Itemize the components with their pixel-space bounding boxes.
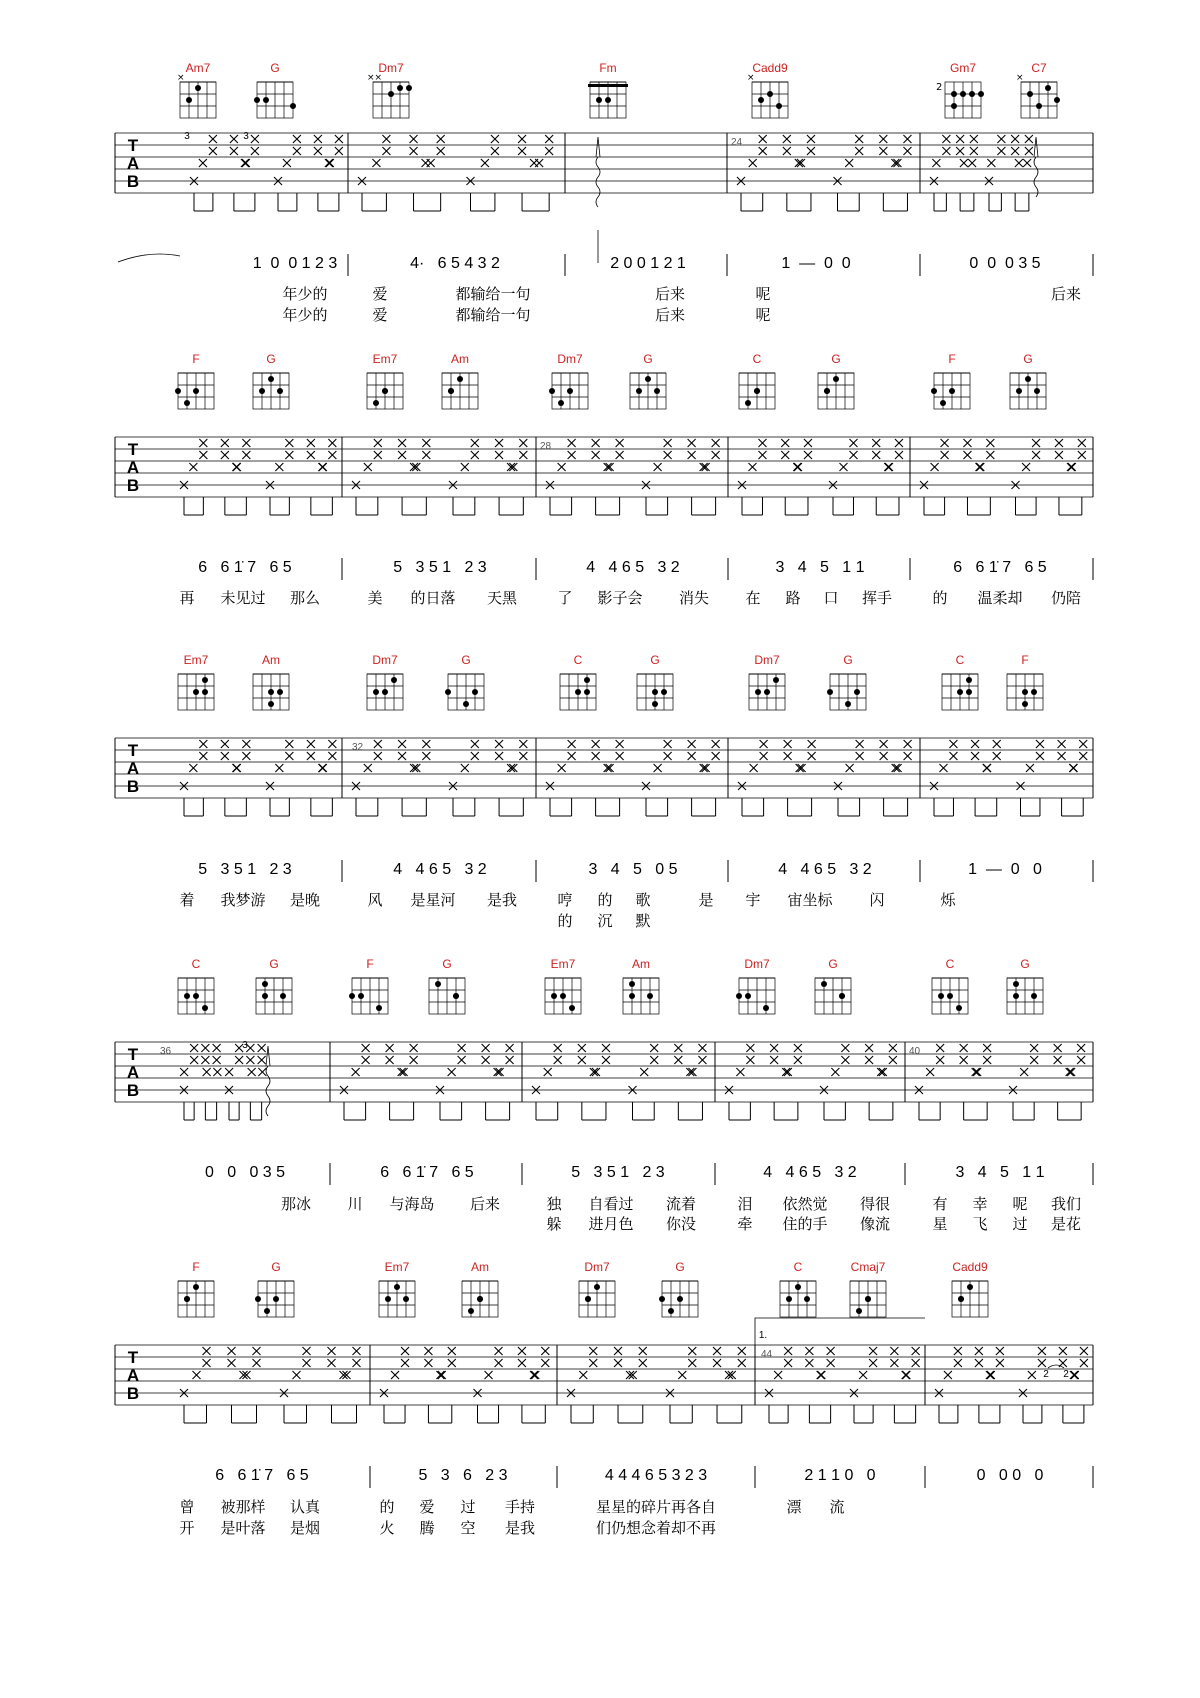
svg-text:3: 3 [243,131,249,142]
lyric: 的 [379,1498,395,1516]
tab-clef-b: B [126,476,140,495]
system-3 [115,653,1093,930]
tab-clef-b: B [126,1384,140,1403]
tab-notes [180,439,1086,515]
lyric: 影子会 [597,589,643,607]
chord-name: Dm7 [754,653,780,667]
chord-name: C [191,957,201,971]
notation-measure: 5 3 5 1 2 3 [393,559,487,576]
lyric: 路 [785,589,801,607]
tab-notes [180,1044,1085,1120]
chord-diagram [952,1260,988,1317]
lyric: 是烟 [289,1519,321,1537]
tie-fret-number: 2 [1043,1369,1049,1380]
tab-staff [115,437,1093,497]
chord-name: G [650,653,660,667]
lyric: 天黑 [486,589,518,607]
lyric: 闪 [869,891,885,909]
chord-name: G [831,352,841,366]
system-5 [115,1260,1093,1537]
lyric: 在 [745,589,761,607]
volta-label: 1. [758,1330,768,1341]
tab-staff [115,1318,1093,1405]
chord-name: Cmaj7 [850,1260,886,1274]
system-1 [115,61,1093,324]
chord-diagram [659,1260,698,1317]
chord-name: G [1020,957,1030,971]
notation-line [198,860,1093,882]
chord-name: G [828,957,838,971]
lyric: 漂 [786,1498,802,1516]
lyric: 着 [179,891,195,909]
tab-clef-b: B [126,1081,140,1100]
notation-measure: 3 4 5 0 5 [588,861,678,878]
lyric: 有 [932,1195,948,1213]
chord-name: G [269,957,279,971]
lyric: 泪 [737,1195,753,1213]
tab-clef-a: A [126,759,140,778]
svg-text:2: 2 [936,82,943,93]
lyric: 幸 [972,1195,988,1213]
notation-measure: 1 0 0 1 2 3 [252,255,338,272]
svg-text:3: 3 [184,131,190,142]
chord-diagram [560,653,596,710]
lyric: 风 [367,891,383,909]
lyric: 过 [1012,1215,1028,1233]
lyric: 腾 [419,1519,435,1537]
lyric: 们仍想念着却不再 [595,1519,717,1537]
lyric: 消失 [678,589,710,607]
lyric: 星星的碎片再各自 [595,1498,717,1516]
chord-diagram [367,653,403,710]
notation-measure: 3 4 5 1 1 [775,559,865,576]
tab-clef-a: A [126,458,140,477]
chord-name: Cadd9 [952,1260,988,1274]
chord-name: C [955,653,965,667]
lyric: 川 [347,1195,363,1213]
chord-diagram [931,352,970,409]
chord-diagram [936,61,984,118]
notation-measure: 2 1 1 0 0 [804,1467,876,1484]
tab-clef-b: B [126,172,140,191]
lyrics-line-2 [282,306,770,324]
tab-clef-a: A [126,154,140,173]
chord-name: Em7 [550,957,576,971]
chord-diagram [637,653,673,710]
lyric: 星 [932,1215,948,1233]
chord-diagram [815,957,851,1014]
lyric: 爱 [372,285,388,303]
notation-measure: 6 6 1̇ 7 6 5 [215,1467,309,1484]
chord-name: Dm7 [378,61,404,75]
lyric: 后来 [469,1195,501,1213]
svg-text:××: ×× [367,73,383,83]
lyric: 年少的 [282,285,328,303]
chord-diagram [256,957,292,1014]
lyric: 的 [597,891,613,909]
lyric: 都输给一句 [455,306,531,324]
notation-measure: 0 0 0 3 5 [969,255,1041,272]
notation-measure: 6 6 1̇ 7 6 5 [198,559,292,576]
tab-clef-a: A [126,1063,140,1082]
notation-measure: 5 3 5 1 2 3 [571,1164,665,1181]
lyric: 认真 [289,1498,321,1516]
notation-line [198,558,1093,580]
chord-diagram [827,653,866,710]
lyric: 爱 [372,306,388,324]
lyric: 再 [179,589,195,607]
chord-diagram [549,352,588,409]
svg-text:×: × [747,73,755,83]
lyric: 美 [367,589,383,607]
lyric: 歌 [635,891,651,909]
lyric: 曾 [179,1498,195,1516]
chord-name: Dm7 [744,957,770,971]
lyric: 是我 [504,1519,536,1537]
chord-diagram [780,1260,816,1317]
chord-name: G [843,653,853,667]
measure-number: 40 [909,1046,921,1057]
chord-diagram [1016,61,1060,118]
measure-number: 28 [540,441,552,452]
notation-measure: 4 4 4 6 5 3 2 3 [604,1467,708,1484]
chord-diagram [253,352,289,409]
lyric: 哼 [557,891,573,909]
chord-diagram-row [178,957,1043,1014]
lyric: 过 [460,1498,476,1516]
chord-name: G [675,1260,685,1274]
chord-diagram [545,957,581,1014]
chord-name: Gm7 [949,61,977,75]
svg-text:×: × [177,73,185,83]
tab-clef-t: T [127,1348,139,1367]
notation-measure: 1 — 0 0 [781,255,851,272]
chord-diagram [175,352,214,409]
lyric: 都输给一句 [455,285,531,303]
system-2 [115,352,1093,607]
chord-diagram [429,957,465,1014]
notation-measure: 2 0 0 1 2 1 [610,255,686,272]
notation-measure: 5 3 5 1 2 3 [198,861,292,878]
notation-measure: 6 6 1̇ 7 6 5 [380,1164,474,1181]
chord-diagram [367,61,412,118]
chord-name: Am7 [185,61,211,75]
lyric: 住的手 [782,1215,828,1233]
lyric: 你没 [665,1215,697,1233]
svg-text:×: × [1016,73,1024,83]
chord-diagram-row [175,352,1046,409]
chord-name: C [793,1260,803,1274]
lyric: 是晚 [289,891,321,909]
lyrics-lines [179,1498,844,1537]
lyric: 牵 [737,1215,753,1233]
lyric: 自看过 [588,1195,634,1213]
lyric: 那么 [289,589,321,607]
chord-diagram [254,61,296,118]
chord-name: F [366,957,374,971]
lyric: 流着 [665,1195,697,1213]
chord-diagram [1007,957,1043,1014]
lyric: 呢 [755,306,771,324]
tab-clef-t: T [127,741,139,760]
chord-name: G [271,1260,281,1274]
lyric: 后来 [1050,285,1082,303]
notation-line [205,1163,1093,1185]
notation-measure: 0 0 0 3 5 [204,1164,286,1181]
chord-name: Dm7 [584,1260,610,1274]
lyric: 像流 [859,1215,891,1233]
tab-clef-b: B [126,777,140,796]
chord-diagram [932,957,968,1014]
lyric: 烁 [940,891,956,909]
chord-diagram [623,957,659,1014]
chord-name: G [442,957,452,971]
lyrics-lines [281,1195,1081,1233]
lyric: 我梦游 [220,891,266,909]
lyric: 进月色 [588,1215,634,1233]
chord-diagram [736,957,775,1014]
lyric: 是 [698,891,714,909]
chord-name: Fm [599,61,617,75]
lyric: 沉 [597,912,613,930]
notation-measure: 3 4 5 1 1 [955,1164,1045,1181]
lyrics-line-1 [282,285,1081,303]
lyric: 是我 [486,891,518,909]
lyrics-lines [179,891,956,930]
chord-diagram [1007,653,1043,710]
chord-name: Em7 [372,352,398,366]
lyric: 与海岛 [389,1195,435,1213]
chord-diagram [739,352,775,409]
lyric: 未见过 [220,589,266,607]
chord-name: G [266,352,276,366]
chord-name: Am [262,653,280,667]
lyric: 飞 [972,1215,988,1233]
chord-diagram [588,61,628,118]
chord-name: G [1023,352,1033,366]
notation-measure: 4 4 6 5 3 2 [763,1164,857,1181]
notation-measure: 6 6 1̇ 7 6 5 [953,559,1047,576]
chord-name: F [192,1260,200,1274]
lyric: 仍陪 [1050,589,1082,607]
chord-diagram [442,352,478,409]
measure-number: 36 [160,1046,172,1057]
lyric: 是花 [1050,1215,1082,1233]
chord-diagram [942,653,978,710]
lyric: 手持 [504,1498,536,1516]
notation-measure: 4 4 6 5 3 2 [393,861,487,878]
chord-name: Em7 [384,1260,410,1274]
chord-name: G [270,61,280,75]
chord-diagram [255,1260,294,1317]
lyric: 的 [932,589,948,607]
chord-name: C [752,352,762,366]
chord-diagram [367,352,403,409]
notation-measure: 4 4 6 5 3 2 [586,559,680,576]
chord-name: F [192,352,200,366]
chord-diagram [178,1260,214,1317]
notation-measure: 0 0 0 0 [976,1467,1044,1484]
chord-diagram [445,653,484,710]
notation-line [118,254,1093,276]
measure-number: 32 [352,742,364,753]
chord-diagram [747,61,788,118]
lyric: 我们 [1050,1195,1082,1213]
notation-measure: 5 3 6 2 3 [418,1467,508,1484]
chord-diagram [462,1260,498,1317]
lyric: 是星河 [410,891,456,909]
chord-name: F [948,352,956,366]
notation-measure: 4· 6 5 4 3 2 [410,255,500,272]
chord-name: Am [632,957,650,971]
tab-clef-t: T [127,1045,139,1064]
chord-name: G [461,653,471,667]
measure-number: 24 [731,137,743,148]
chord-name: Em7 [183,653,209,667]
tab-clef-a: A [126,1366,140,1385]
tab-clef-t: T [127,136,139,155]
lyric: 口 [823,589,839,607]
tab-clef-t: T [127,440,139,459]
chord-diagram [1010,352,1046,409]
chord-diagram [178,653,214,710]
tab-notes [180,740,1087,816]
lyric: 呢 [755,285,771,303]
notation-line [215,1466,1093,1488]
chord-diagram [630,352,666,409]
lyric: 躲 [546,1215,562,1233]
lyric: 独 [546,1195,562,1213]
chord-diagram [253,653,289,710]
lyric: 爱 [419,1498,435,1516]
fret-number: 3 [242,1040,248,1051]
chord-diagram [749,653,785,710]
lyric: 得很 [859,1195,891,1213]
lyric: 宙坐标 [787,891,833,909]
measure-number: 44 [761,1349,773,1360]
chord-name: C [573,653,583,667]
chord-diagram [579,1260,615,1317]
chord-name: C [945,957,955,971]
tab-notes [190,135,1033,211]
lyrics-line-1 [179,589,1081,607]
lyric: 默 [635,912,651,930]
lyric: 依然觉 [782,1195,828,1213]
lyric: 宇 [745,891,761,909]
chord-name: Cadd9 [752,61,788,75]
chord-name: Am [471,1260,489,1274]
notation-measure: 4 4 6 5 3 2 [778,861,872,878]
chord-diagram-row [178,653,1043,710]
chord-name: G [643,352,653,366]
chord-diagram-row [178,1260,988,1317]
lyric: 的日落 [410,589,456,607]
lyric: 后来 [654,285,686,303]
lyric: 空 [460,1519,476,1537]
system-4 [115,957,1093,1233]
chord-name: Dm7 [557,352,583,366]
lyric: 被那样 [220,1498,266,1516]
lyric: 的 [557,912,573,930]
lyric: 火 [379,1519,395,1537]
lyric: 了 [557,589,573,607]
tab-notes [180,1347,1088,1423]
lyric: 流 [829,1498,845,1516]
chord-diagram [349,957,388,1014]
lyric: 温柔却 [977,589,1023,607]
lyric: 挥手 [861,589,893,607]
chord-diagram [850,1260,886,1317]
chord-name: Am [451,352,469,366]
lyric: 开 [179,1519,195,1537]
chord-name: F [1021,653,1029,667]
lyric: 后来 [654,306,686,324]
tab-staff [115,738,1093,798]
chord-name: Dm7 [372,653,398,667]
lyric: 那冰 [280,1195,312,1213]
chord-diagram [177,61,216,118]
lyric: 是叶落 [220,1519,266,1537]
chord-name: C7 [1031,61,1047,75]
chord-diagram [818,352,854,409]
lyric: 年少的 [282,306,328,324]
chord-diagram [178,957,214,1014]
notation-measure: 1 — 0 0 [968,861,1042,878]
lyric: 呢 [1012,1195,1028,1213]
svg-text:2: 2 [1063,1369,1069,1380]
chord-diagram [379,1260,415,1317]
